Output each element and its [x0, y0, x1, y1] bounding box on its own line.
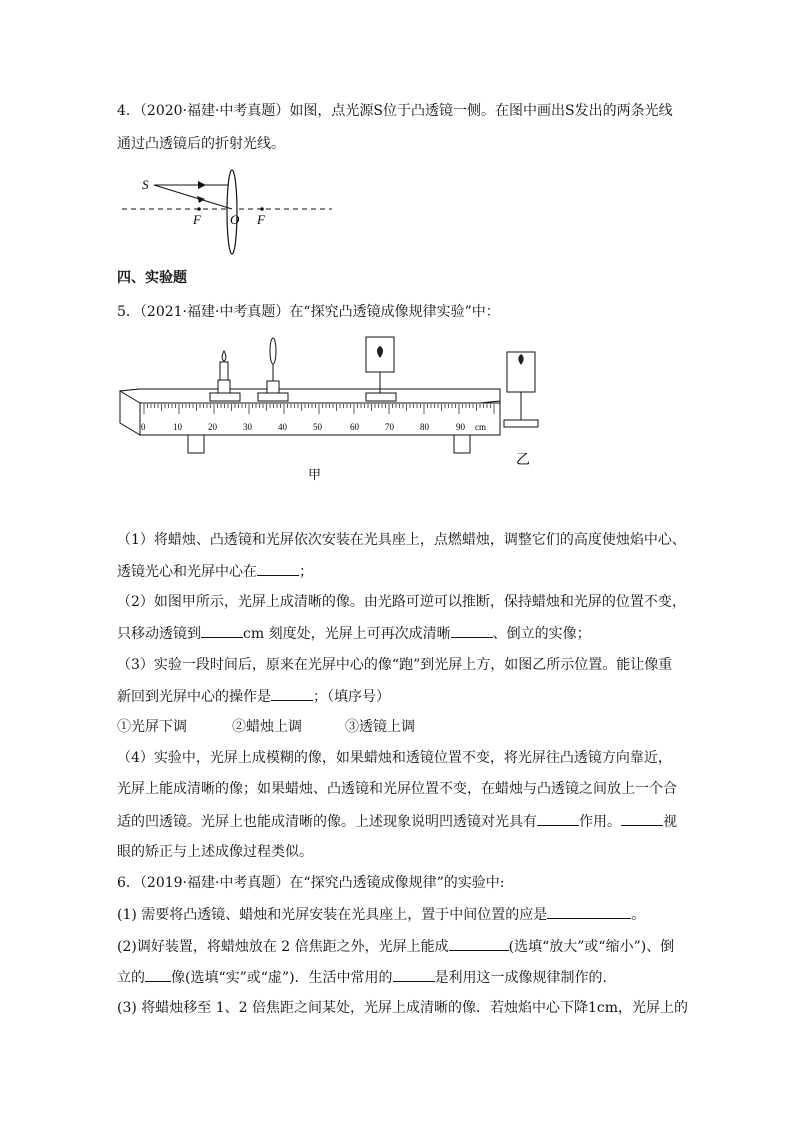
q6-p3: (3) 将蜡烛移至 1、2 倍焦距之间某处，光屏上成清晰的像．若烛焰中心下降1cm，光屏上的 [117, 1000, 689, 1016]
arrow-icon [197, 196, 205, 203]
q5-p2-text: 只移动透镜到 [117, 626, 201, 642]
scale-label: 40 [278, 422, 287, 432]
q5-p3-text: ；（填序号） [313, 689, 390, 705]
candle-stand [218, 380, 230, 393]
optical-bench-figure [118, 334, 558, 494]
q5-p1-line-2 [117, 561, 313, 582]
scale-label: 0 [141, 422, 146, 432]
answer-blank[interactable] [271, 686, 313, 701]
answer-blank[interactable] [621, 811, 663, 826]
label-f-right: F [257, 212, 265, 227]
q5-p2-text: 、倒立的实像； [492, 626, 591, 642]
answer-blank[interactable] [449, 936, 509, 951]
q5-p3-line-2 [117, 686, 390, 707]
q5-p1-line-1: （1）将蜡烛、凸透镜和光屏依次安装在光具座上，点燃蜡烛，调整它们的高度使烛焰中心、 [117, 532, 686, 548]
section-title: 四、实验题 [117, 270, 187, 286]
q6-p1-text: (1) 需要将凸透镜、蜡烛和光屏安装在光具座上，置于中间位置的应是 [117, 907, 548, 923]
q6-p2-line-2 [117, 967, 607, 988]
q6-p2-text: (选填“放大”或“缩小”)、倒 [508, 939, 675, 955]
label-f-left: F [193, 212, 201, 227]
q5-p4-line-4: 眼的矫正与上述成像过程类似。 [117, 844, 313, 860]
answer-blank[interactable] [547, 904, 631, 919]
answer-blank[interactable] [145, 967, 171, 982]
q6-intro: 6．（2019·福建·中考真题）在“探究凸透镜成像规律”的实验中: [117, 875, 505, 891]
label-o: O [230, 212, 240, 227]
label-jia: 甲 [308, 467, 322, 482]
q5-p4-line-3 [117, 811, 677, 832]
q5-p3-text: 新回到光屏中心的操作是 [117, 689, 271, 705]
scale-label: 60 [350, 422, 359, 432]
focal-point-left [197, 207, 201, 211]
bench-leg-right [454, 435, 470, 453]
bench-leg-left [188, 435, 204, 453]
q4-line-2: 通过凸透镜后的折射光线。 [117, 136, 285, 152]
scale-label: 30 [243, 422, 252, 432]
q5-intro: 5．（2021·福建·中考真题）在“探究凸透镜成像规律实验”中： [117, 304, 500, 320]
lens [270, 338, 276, 364]
scale-label: 70 [385, 422, 394, 432]
q4-line-1: 4．（2020·福建·中考真题）如图，点光源S位于凸透镜一侧。在图中画出S发出的两条光线 [117, 103, 673, 119]
option-1: ①光屏下调 [117, 719, 187, 735]
q5-options [117, 717, 517, 737]
lens-stand [267, 381, 279, 393]
q5-p1-text: 透镜光心和光屏中心在 [117, 564, 257, 580]
scale-label: 50 [313, 422, 322, 432]
screen-base [366, 393, 396, 401]
light-ray-center [154, 185, 232, 209]
answer-blank[interactable] [393, 967, 435, 982]
q5-p3-line-1: （3）实验一段时间后，原来在光屏中心的像“跑”到光屏上方，如图乙所示位置。能让像重 [117, 657, 673, 673]
q5-p4-line-1: （4）实验中，光屏上成模糊的像，如果蜡烛和透镜位置不变，将光屏往凸透镜方向靠近， [117, 750, 672, 766]
answer-blank[interactable] [537, 811, 579, 826]
option-3: ③透镜上调 [345, 719, 415, 735]
answer-blank[interactable] [201, 623, 243, 638]
scale-label: 20 [208, 422, 217, 432]
q5-p4-text: 作用。 [579, 814, 621, 830]
q6-p1-text: 。 [631, 907, 646, 923]
convex-lens-figure [118, 166, 340, 256]
q6-p2-text: 像(选填“实”或“虚”)．生活中常用的 [171, 970, 393, 986]
focal-point-right [260, 207, 264, 211]
scale-unit: cm [475, 422, 486, 432]
scale-label: 80 [420, 422, 429, 432]
answer-blank[interactable] [451, 623, 493, 638]
q5-p4-line-2: 光屏上能成清晰的像；如果蜡烛、凸透镜和光屏位置不变，在蜡烛与凸透镜之间放上一个合 [117, 781, 677, 797]
scale-label: 10 [173, 422, 182, 432]
q6-p1 [117, 904, 645, 925]
q5-p2-line-1: （2）如图甲所示，光屏上成清晰的像。由光路可逆可以推断，保持蜡烛和光屏的位置不变， [117, 594, 686, 610]
q5-p1-text: ； [299, 564, 313, 580]
q5-p4-text: 适的凹透镜。光屏上也能成清晰的像。上述现象说明凹透镜对光具有 [117, 814, 537, 830]
lens-base [258, 393, 288, 401]
q6-p2-text: 是利用这一成像规律制作的. [434, 970, 608, 986]
q6-p2-line-1 [117, 936, 674, 957]
screen-yi-base [504, 420, 538, 427]
candle-base [210, 393, 240, 401]
q6-p2-text: (2)调好装置，将蜡烛放在 2 倍焦距之外，光屏上能成 [117, 939, 449, 955]
answer-blank[interactable] [257, 561, 299, 576]
option-2: ②蜡烛上调 [232, 719, 302, 735]
q5-p4-text: 视 [663, 814, 677, 830]
candle-flame-icon [222, 351, 226, 361]
label-s: S [142, 177, 149, 192]
arrow-icon [198, 181, 206, 189]
q5-p2-text: cm 刻度处，光屏上可再次成清晰 [243, 626, 451, 642]
q6-p2-text: 立的 [117, 970, 145, 986]
scale-label: 90 [456, 422, 465, 432]
candle [220, 362, 228, 380]
label-yi: 乙 [516, 453, 530, 468]
q5-p2-line-2 [117, 623, 591, 644]
